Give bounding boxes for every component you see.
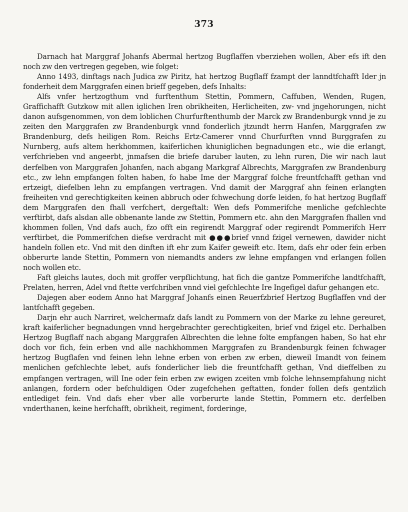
paragraph: Alfs vnfer hertzogthum vnd furftenthum Stettin, Pommern, Caffuben, Wenden, Rugen, Graffichafft Gutzkow mit allen iglichen Iren obrikheiten, Herlicheiten, zw- vnd jngehorungen, nicht danon aufsgenommen, von dem loblichen Churfurftenthumb der Marck zw Brandenburgk vnnd je zu zeiten den Marggrafen zw Brandenburgk vnnd fonderlich jtzundt herrn Hanfen, Marggrafen zw Brandenburg, defs heiligen Rom. Reichs Ertz-Camerer vnnd Churfurften vnnd Burggrafen zu Nurnberg, aufs altem herkhommen, kaiferlichen khuniglichen begnadungen etc., wie die erlangt, verfchrieben vnd angeerbt, jnmafsen die briefe daruber lauten, zu lehn ruren, Die wir nach laut derfelben von Marggrafen Johanfen, nach abgang Markgraf Albrechts, Marggrafen zw Brandenburg etc., zw lehn empfangen folten haben, fo habe Ime der Marggraf folche freuntfchafft gethan vnd ertzeigt, diefelben lehn zu empfangen vertragen. Vnd damit der Marggraf ahn feinen erlangten freiheiten vnd gerechtigkeiten keinen abbruch oder fchwechung dorfe leiden, fo hat hertzog Bugflaff dem Marggrafen den fhall verfchert, dergeftalt: Wen defs Pommerifche menliche gefchlechte verftirbt, dafs alsdan alle obbenante lande zw Stettin, Pommern etc. ahn den Marggrafen fhallen vnd khommen follen, Vnd dafs auch, fzo offt ein regirendt Marggraf oder regirendt Pommerifch Herr verftirbet, die Pommerifchen diefse verdracht mit ●●●brief vnnd fzigel vernewen, dawider nicht handeln follen etc. Vnd mit den dinften ift ehr zum Kaifer geweift etc. Item, dafs ehr oder fein erben obberurte lande Stettin, Pommern von niemandts anders zw lehne empfangen vnd erlangen follen noch wollen etc. (23, 92, 386, 272)
paragraph: Dajegen aber eodem Anno hat Marggraf Johanfs einen Reuerfzbrief Hertzog Bugflaffen vnd der lantfchafft gegeben. (23, 293, 386, 313)
paragraph: Darnach hat Marggraf Johanfs Abermal hertzog Bugflaffen vberziehen wollen, Aber efs ift den noch zw den vertregen gegeben, wie folget: (23, 52, 386, 72)
page-number: 373 (194, 20, 214, 30)
paragraph: Faft gleichs lautes, doch mit groffer verpflichtung, hat fich die gantze Pommerifche landtfchafft, Prelaten, herren, Adel vnd ftette verfchriben vnnd viel gefchlechte Ire Ingefigel dafur gehangen etc. (23, 273, 386, 293)
paragraph: Darjn ehr auch Narriret, welchermafz dafs landt zu Pommern von der Marke zu lehne gereuret, kraft kaiferlicher begnadungen vnnd hergebrachter gerechtigkeiten, brief vnd fzigel etc. Derhalben Hertzog Bugflaff nach abgang Marggrafen Albrechten die lehne folte empfangen haben, So hat ehr doch vor fich, fein erben vnd alle nachkhommen Marggrafen zu Brandenburgk feinen fchwager hertzog Bugflafen vnd feinen lehn lehne erben von erben zw erben, dieweil Imandt von feinem menlichen gefchlechte lebet, aufs fonderlicher lieb die freuntfchafft gethan, Vnd dieffelben zu empfangen vertragen, will Ine oder fein erben zw ewigen zceiten vmb folche lehnsempfahung nicht anlangen, fordern oder befchuldigen Oder zugefchehen geftatten, fonder follen defs gentzlich entlediget fein. Vnd dafs eher vber alle vorberurte lande Stettin, Pommern etc. derfelben vnderthanen, keine herfchafft, obrikheit, regiment, forderinge, (23, 313, 386, 413)
body-text (23, 52, 386, 414)
paragraph: Anno 1493, dinftags nach Judica zw Piritz, hat hertzog Bugflaff fzampt der lanndtfchafft Ider jn fonderheit dem Marggrafen einen brieff gegeben, defs Inhalts: (23, 72, 386, 92)
